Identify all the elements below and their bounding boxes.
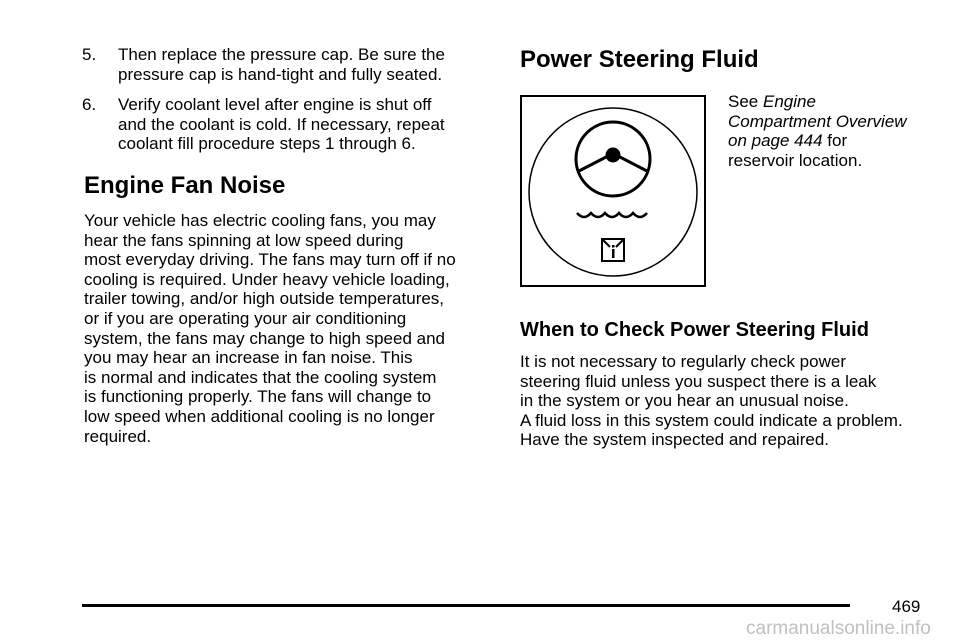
paragraph-line: hear the fans spinning at low speed during (84, 230, 404, 250)
paragraph-line: or if you are operating your air conditioning (84, 308, 407, 328)
paragraph-line: is normal and indicates that the cooling system (84, 367, 437, 387)
step-number: 5. (82, 45, 97, 64)
reference-link[interactable]: Engine (762, 92, 816, 111)
reference-link[interactable]: Compartment Overview (728, 111, 907, 131)
step-number: 6. (82, 95, 97, 114)
engine-fan-noise-heading: Engine Fan Noise (84, 172, 286, 199)
when-to-check-paragraph (520, 352, 940, 450)
power-steering-fluid-figure (520, 95, 706, 287)
paragraph-line: you may hear an increase in fan noise. This (84, 348, 413, 368)
step-text-line: coolant fill procedure steps 1 through 6. (118, 134, 416, 154)
step-text-line: Verify coolant level after engine is shut off (118, 95, 432, 114)
page-number: 469 (892, 597, 921, 616)
reference-link[interactable]: on page 444 (728, 131, 823, 151)
when-to-check-heading: When to Check Power Steering Fluid (520, 319, 869, 341)
footer-rule (82, 604, 850, 607)
see-suffix: for (827, 131, 848, 151)
paragraph-line: in the system or you hear an unusual noise. (520, 391, 849, 411)
power-steering-fluid-symbol-icon (522, 97, 704, 285)
paragraph-line: required. (84, 426, 152, 446)
paragraph-line: is functioning properly. The fans will change to (84, 387, 432, 407)
paragraph-line: A fluid loss in this system could indicate a problem. (520, 410, 903, 430)
paragraph-line: Your vehicle has electric cooling fans, you may (84, 211, 436, 230)
step-text-line: pressure cap is hand-tight and fully seated. (118, 64, 443, 84)
paragraph-line: system, the fans may change to high speed and (84, 328, 446, 348)
see-reference (728, 92, 928, 170)
paragraph-line: most everyday driving. The fans may turn off if no (84, 250, 456, 270)
paragraph-line: cooling is required. Under heavy vehicle loading, (84, 269, 450, 289)
see-last-line: reservoir location. (728, 150, 863, 170)
step-text-line: and the coolant is cold. If necessary, repeat (118, 114, 445, 134)
paragraph-line: Have the system inspected and repaired. (520, 430, 830, 450)
watermark: carmanualsonline.info (746, 618, 931, 639)
power-steering-fluid-heading: Power Steering Fluid (520, 46, 759, 73)
see-prefix: See (728, 92, 759, 111)
engine-fan-noise-paragraph (84, 211, 484, 446)
paragraph-line: steering fluid unless you suspect there is a leak (520, 371, 877, 391)
step-text-line: Then replace the pressure cap. Be sure the (118, 45, 445, 64)
paragraph-line: trailer towing, and/or high outside temperatures, (84, 289, 445, 309)
paragraph-line: It is not necessary to regularly check power (520, 352, 846, 371)
paragraph-line: low speed when additional cooling is no longer (84, 406, 435, 426)
